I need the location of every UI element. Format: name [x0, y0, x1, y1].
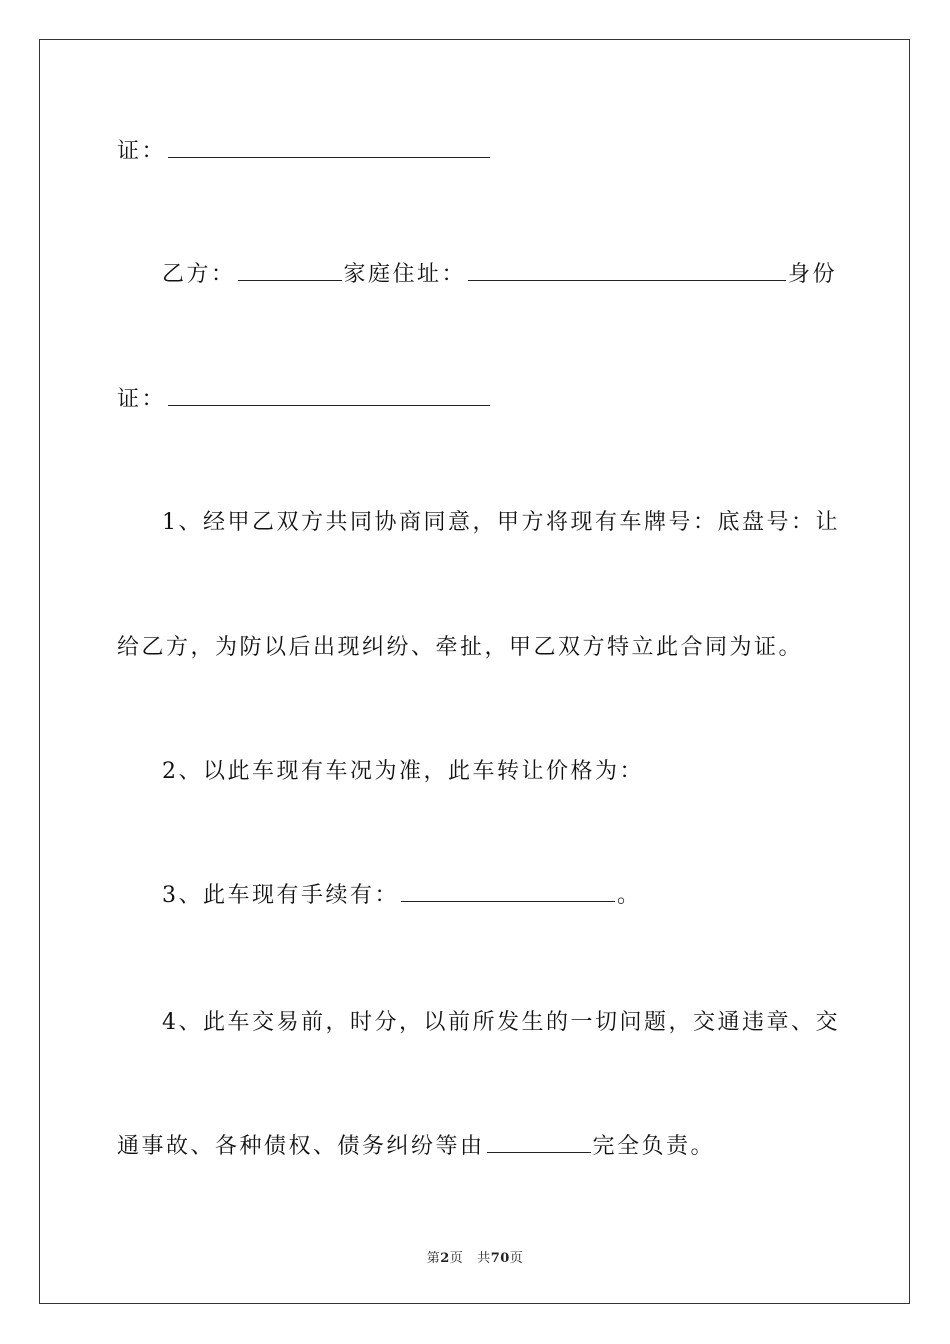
clause-3-end: 。 — [617, 883, 642, 908]
total-page-count: 70 — [490, 1251, 510, 1266]
clause-1-line-1: 1、经甲乙双方共同协商同意，甲方将现有车牌号：底盘号：让 — [162, 510, 840, 535]
clause-4-end: 完全负责。 — [592, 1134, 716, 1159]
clause-2-line: 2、以此车现有车况为准，此车转让价格为： — [162, 759, 644, 784]
footer-mid: 页 — [449, 1251, 464, 1266]
address-label: 家庭住址： — [343, 262, 467, 287]
id-blank-field[interactable] — [168, 385, 490, 406]
id-label: 证： — [117, 139, 167, 164]
clause-3-line — [162, 881, 642, 911]
page-footer — [0, 1247, 950, 1266]
page-border — [39, 39, 910, 1304]
clause-4-text: 通事故、各种债权、债务纠纷等由 — [117, 1134, 485, 1159]
id-blank-field[interactable] — [168, 137, 490, 158]
clause-3-text: 3、此车现有手续有： — [162, 883, 399, 908]
party-b-line — [162, 260, 837, 290]
footer-prefix: 第 — [426, 1251, 441, 1266]
party-b-name-blank[interactable] — [238, 260, 342, 281]
footer-suffix: 页 — [509, 1251, 524, 1266]
id-label: 证： — [117, 387, 167, 412]
responsible-party-blank[interactable] — [487, 1132, 591, 1153]
clause-4-line-1: 4、此车交易前，时分，以前所发生的一切问题，交通违章、交 — [162, 1010, 840, 1035]
address-blank[interactable] — [468, 260, 786, 281]
procedures-blank[interactable] — [401, 881, 615, 902]
party-b-label: 乙方： — [162, 262, 236, 287]
current-page-number: 2 — [440, 1251, 450, 1266]
id-line-party-a — [117, 137, 492, 167]
clause-4-line-2 — [117, 1132, 715, 1162]
footer-total-prefix: 共 — [477, 1251, 491, 1266]
id-line-party-b — [117, 385, 492, 415]
id-prefix-label: 身份 — [788, 262, 838, 287]
clause-1-line-2: 给乙方，为防以后出现纠纷、牵扯，甲乙双方特立此合同为证。 — [117, 635, 804, 660]
